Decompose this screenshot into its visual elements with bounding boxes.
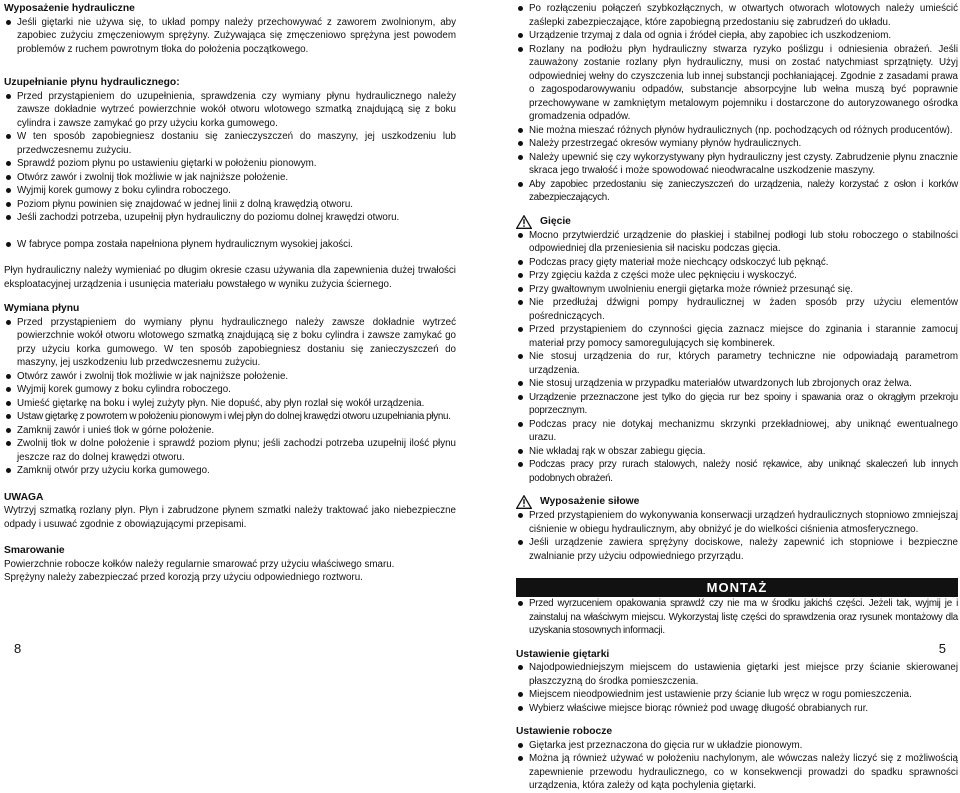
list-item: Poziom płynu powinien się znajdować w jednej linii z dolną krawędzią otworu.	[4, 198, 456, 212]
list-item: W ten sposób zapobiegniesz dostaniu się zanieczyszczeń do maszyny, jej uszkodzeniu lub przedwczesnemu zużyciu.	[4, 130, 456, 157]
section-title-bending: Gięcie	[540, 215, 571, 227]
list-item: Otwórz zawór i zwolnij tłok możliwie w jak najniższe położenie.	[4, 171, 456, 185]
list-item: Nie można mieszać różnych płynów hydraulicznych (np. pochodzących od różnych producentów).	[516, 124, 958, 138]
hydraulic-safety-list	[516, 2, 958, 205]
warning-paragraph: Wytrzyj szmatką rozlany płyn. Płyn i zabrudzone płynem szmatki należy traktować jako niebezpieczne odpady i usuwać zgodnie z obowiązującymi przepisami.	[4, 505, 456, 530]
fluid-change-list	[4, 316, 456, 478]
list-item: Najodpowiedniejszym miejscem do ustawienia giętarki jest miejsce przy ścianie skierowanej płaszczyzną do środka pomieszczenia.	[516, 661, 958, 688]
list-item: Można ją również używać w położeniu nachylonym, ale wówczas należy liczyć się z możliwością zapewnienie przewodu hydraulicznego, co w konsekwencji prowadzi do spadku sprawności urządzenia, która zależy od kąta pochylenia giętarki.	[516, 752, 958, 793]
section-title-force-equipment: Wyposażenie siłowe	[540, 496, 640, 508]
warning-triangle-icon	[516, 215, 532, 229]
right-page	[516, 2, 958, 793]
list-item: Giętarka jest przeznaczona do gięcia rur w układzie pionowym.	[516, 739, 958, 753]
factory-note-list	[4, 238, 456, 252]
section-title-fluid-refill: Uzupełnianie płynu hydraulicznego:	[4, 77, 180, 88]
list-item: Przed wyrzuceniem opakowania sprawdź czy nie ma w środku jakichś części. Jeżeli tak, wyjmij je i zainstaluj na właściwym miejscu. Wykorzystaj listę części do sprawdzenia oraz rysunek montażowy dla uzyskania stosownych informacji.	[516, 597, 958, 638]
list-item: Podczas pracy przy rurach stalowych, należy nosić rękawice, aby uniknąć skaleczeń lub innych podobnych obrażeń.	[516, 458, 958, 485]
page-number-right: 5	[938, 641, 946, 656]
list-item: Podczas pracy nie dotykaj mechanizmu skrzynki przekładniowej, aby uniknąć ewentualnego urazu.	[516, 418, 958, 445]
list-item: Wyjmij korek gumowy z boku cylindra roboczego.	[4, 383, 456, 397]
list-item: Ustaw giętarkę z powrotem w położeniu pionowym i wlej płyn do dolnej krawędzi otworu uzupełniania płynu.	[4, 410, 456, 424]
fluid-refill-list	[4, 90, 456, 225]
list-item: Wyjmij korek gumowy z boku cylindra roboczego.	[4, 184, 456, 198]
bending-header	[516, 215, 958, 229]
left-page	[4, 2, 456, 585]
list-item: Należy przestrzegać okresów wymiany płynów hydraulicznych.	[516, 137, 958, 151]
list-item: Jeśli zachodzi potrzeba, uzupełnij płyn hydrauliczny do poziomu dolnej krawędzi otworu.	[4, 211, 456, 225]
section-title-hydraulic: Wyposażenie hydrauliczne	[4, 3, 135, 14]
list-item: Przed przystąpieniem do wykonywania konserwacji urządzeń hydraulicznych stopniowo zmniejszaj ciśnienie w obiegu hydraulicznym, aby obniżyć je do wielkości ciśnienia atmosferycznego.	[516, 509, 958, 536]
list-item: Otwórz zawór i zwolnij tłok możliwie w jak najniższe położenie.	[4, 370, 456, 384]
list-item: Miejscem nieodpowiednim jest ustawienie przy ścianie lub wręcz w rogu pomieszczenia.	[516, 688, 958, 702]
list-item: Przed przystąpieniem do czynności gięcia zaznacz miejsce do zginania i starannie zamocuj materiał przy pomocy samoregulujących się kombinerek.	[516, 323, 958, 350]
list-item: Podczas pracy gięty materiał może niechcący odskoczyć lub pęknąć.	[516, 256, 958, 270]
list-item: Nie stosuj urządzenia do rur, których parametry techniczne nie odpowiadają parametrom urządzenia.	[516, 350, 958, 377]
section-title-bender-placement: Ustawienie giętarki	[516, 648, 610, 660]
list-item: Zamknij zawór i unieś tłok w górne położenie.	[4, 424, 456, 438]
bending-list	[516, 229, 958, 486]
list-item: Zamknij otwór przy użyciu korka gumowego.	[4, 464, 456, 478]
list-item: Przed przystąpieniem do uzupełnienia, sprawdzenia czy wymiany płynu hydraulicznego należy zawsze dokładnie wytrzeć powierzchnie wokół otworu wlotowego szmatką znajdującą się z boku cylindra i zawsze zamykać go przy użyciu korka gumowego.	[4, 90, 456, 131]
list-item: Wybierz właściwe miejsce biorąc również pod uwagę długość obrabianych rur.	[516, 702, 958, 716]
assembly-list	[516, 597, 958, 638]
list-item: Nie stosuj urządzenia w przypadku materiałów utwardzonych lub zbrojonych oraz żelwa.	[516, 377, 958, 391]
list-item: Nie przedłużaj dźwigni pompy hydraulicznej w żaden sposób przy użyciu elementów pośredniczących.	[516, 296, 958, 323]
list-item: Nie wkładaj rąk w obszar zabiegu gięcia.	[516, 445, 958, 459]
list-item: Przy gwałtownym uwolnieniu energii giętarka może również przesunąć się.	[516, 283, 958, 297]
page-number-left: 8	[14, 641, 22, 656]
force-equipment-header	[516, 495, 958, 509]
assembly-banner: MONTAŻ	[516, 578, 958, 597]
list-item: Rozlany na podłożu płyn hydrauliczny stwarza ryzyko poślizgu i odniesienia obrażeń. Jeśli zauważony zostanie rozlany płyn hydrauliczny, musi on zostać natychmiast sprzątnięty. Użyj odpowiedniej wełny do czyszczenia lub innej substancji pochłaniającej. Zgodnie z zasadami prawa o zagospodarowywaniu odpadów, substancje absorpcyjne lub wełna muszą być poprawnie przechowywane w zamkniętym metalowym pojemniku i dostarczone do autoryzowanego ośrodka gromadzenia odpadów.	[516, 43, 958, 124]
list-item: Jeśli urządzenie zawiera sprężyny dociskowe, należy zapewnić ich stopniowe i bezpieczne zwalnianie przy użyciu odpowiedniego przyrządu.	[516, 536, 958, 563]
section-title-fluid-change: Wymiana płynu	[4, 303, 80, 314]
list-item: Umieść giętarkę na boku i wylej zużyty płyn. Nie dopuść, aby płyn rozlał się wokół urządzenia.	[4, 397, 456, 411]
fluid-change-paragraph: Płyn hydrauliczny należy wymieniać po długim okresie czasu używania dla zapewnienia dużej trwałości eksploatacyjnej urządzenia i usunięcia materiału powstałego w wyniku zużycia ściernego.	[4, 265, 456, 290]
list-item: Sprawdź poziom płynu po ustawieniu giętarki w położeniu pionowym.	[4, 157, 456, 171]
working-position-list	[516, 739, 958, 793]
hydraulic-list	[4, 16, 456, 57]
section-title-working-position: Ustawienie robocze	[516, 726, 613, 737]
list-item: Urządzenie trzymaj z dala od ognia i źródeł ciepła, aby zapobiec ich uszkodzeniom.	[516, 29, 958, 43]
list-item: Jeśli giętarki nie używa się, to układ pompy należy przechowywać z zaworem zwolnionym, aby zapobiec zużyciu zmęczeniowym sprężyny. Zużywająca się zmęczeniowo sprężyna jest powodem problemów z ruchem powrotnym tłoka do położenia początkowego.	[4, 16, 456, 57]
section-title-warning: UWAGA	[4, 491, 44, 503]
lubrication-paragraph-2: Sprężyny należy zabezpieczać przed korozją przy użyciu odpowiedniego roztworu.	[4, 572, 363, 583]
list-item: Zwolnij tłok w dolne położenie i sprawdź poziom płynu; jeśli zachodzi potrzeba uzupełnij ilość płynu jeszcze raz do dolnej krawędzi otworu.	[4, 437, 456, 464]
list-item: Należy upewnić się czy wykorzystywany płyn hydrauliczny jest czysty. Zabrudzenie płynu znacznie skraca jego trwałość i może spowodować nieodwracalne uszkodzenie maszyny.	[516, 151, 958, 178]
warning-triangle-icon	[516, 495, 532, 509]
list-item: Po rozłączeniu połączeń szybkozłącznych, w otwartych otworach wlotowych należy umieścić zaślepki zabezpieczające, które zapobiegną przedostaniu się zabrudzeń do układu.	[516, 2, 958, 29]
lubrication-paragraph-1: Powierzchnie robocze kołków należy regularnie smarować przy użyciu właściwego smaru.	[4, 558, 395, 570]
list-item: Przed przystąpieniem do wymiany płynu hydraulicznego należy zawsze dokładnie wytrzeć powierzchnie wokół otworu wlotowego szmatką znajdującą się z boku cylindra i zawsze zamykać go przy użyciu korka gumowego. W ten sposób zapobiegniesz dostaniu się zanieczyszczeń do maszyny, jej uszkodzeniu lub przedwczesnemu zużyciu.	[4, 316, 456, 370]
bender-placement-list	[516, 661, 958, 715]
force-equipment-list	[516, 509, 958, 563]
list-item: Mocno przytwierdzić urządzenie do płaskiej i stabilnej podłogi lub stołu roboczego o stabilności odpowiedniej dla przeniesienia sił nacisku podczas gięcia.	[516, 229, 958, 256]
list-item: Przy zgięciu każda z części może ulec pęknięciu i wyskoczyć.	[516, 269, 958, 283]
list-item: Aby zapobiec przedostaniu się zanieczyszczeń do urządzenia, należy korzystać z osłon i korków zabezpieczających.	[516, 178, 958, 205]
list-item: Urządzenie przeznaczone jest tylko do gięcia rur bez spoiny i spawania oraz o okrągłym przekroju poprzecznym.	[516, 391, 958, 418]
section-title-lubrication: Smarowanie	[4, 545, 65, 556]
list-item: W fabryce pompa została napełniona płynem hydraulicznym wysokiej jakości.	[4, 238, 456, 252]
